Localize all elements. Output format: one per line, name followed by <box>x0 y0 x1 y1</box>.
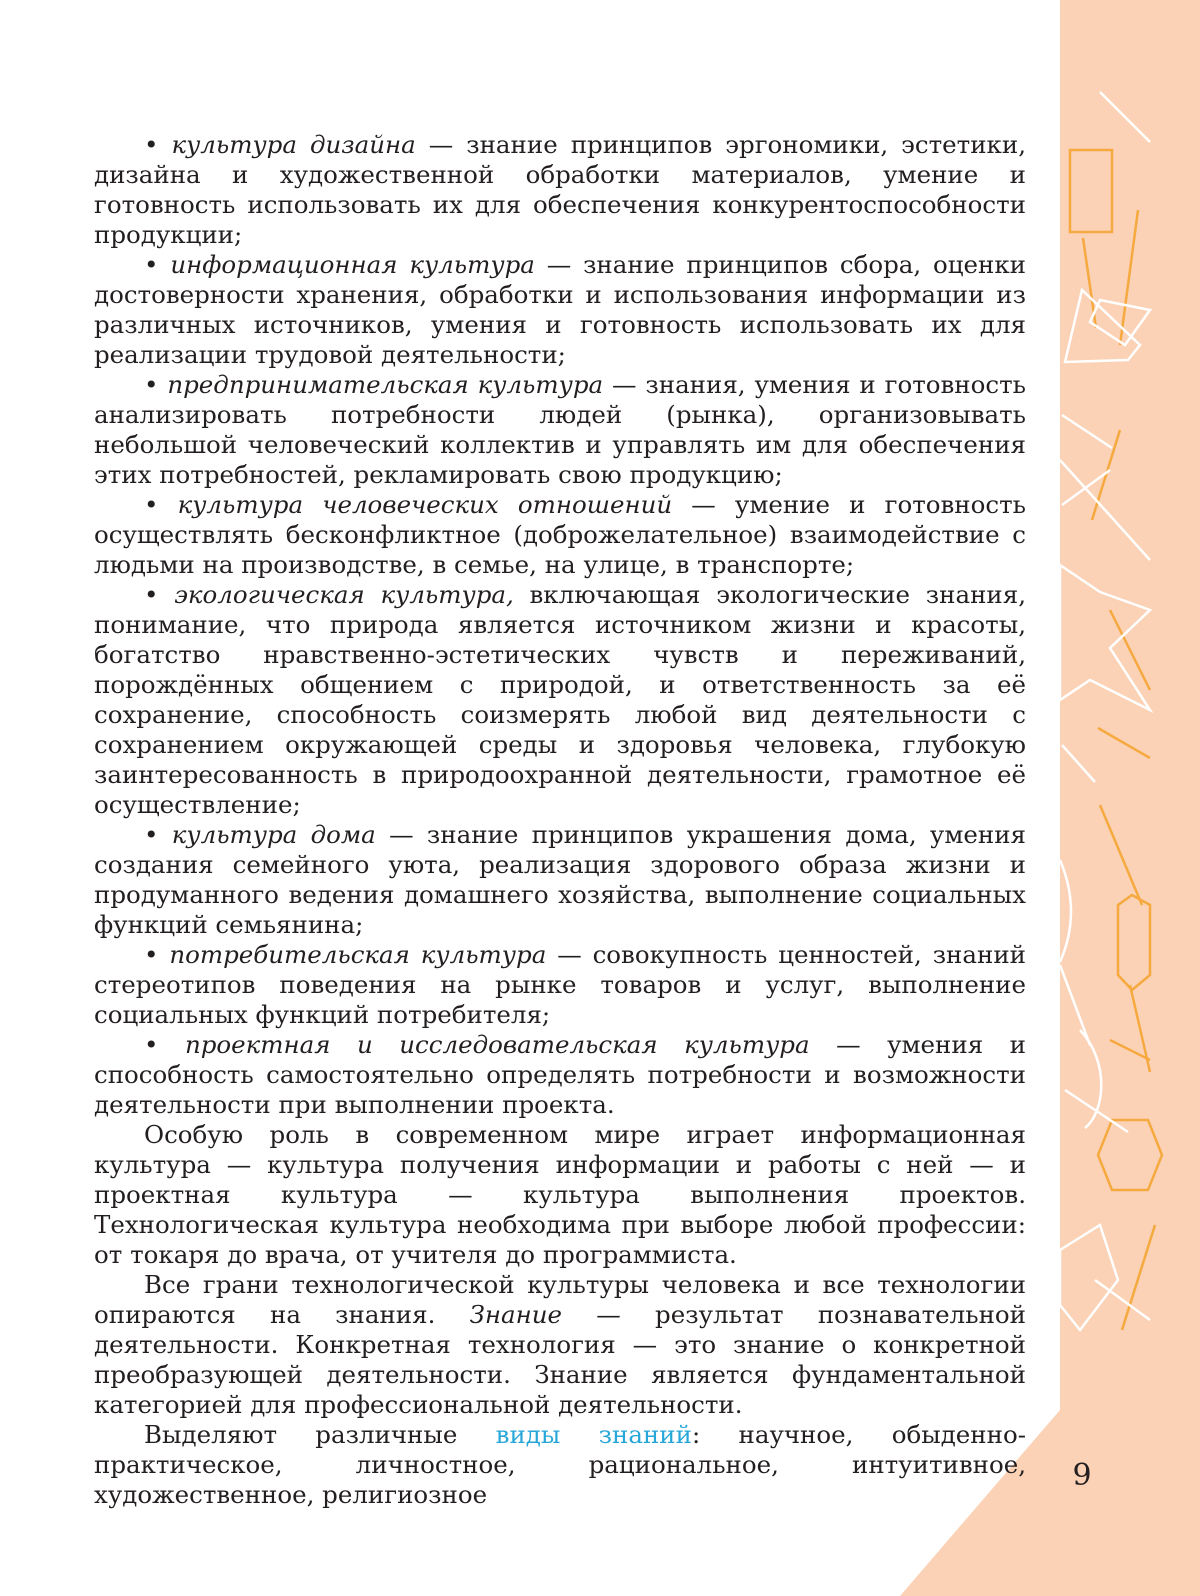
bullet-term: проектная и исследовательская культура <box>184 1030 810 1059</box>
paragraph-text: : научное, обыденно-практическое, личностное, рациональное, интуитивное, художественное, религиозное <box>94 1420 1026 1509</box>
bullet-item: • проектная и исследовательская культура — умения и способность самостоятельно определять потребности и возможности деятельности при выполнении проекта. <box>94 1030 1026 1119</box>
bullet-term: предпринимательская культура <box>167 370 604 399</box>
bullet-item: • культура дома — знание принципов украшения дома, умения создания семейного уюта, реализация здорового образа жизни и продуманного ведения домашнего хозяйства, выполнение социальных функций семьянина; <box>94 820 1026 939</box>
bullet-term: информационная культура <box>170 250 535 279</box>
paragraph-information-culture: Особую роль в современном мире играет информационная культура — культура получения информации и работы с ней — и проектная культура — культура выполнения проектов. Технологическая культура необходима при выборе любой профессии: от токаря до врача, от учителя до программиста. <box>94 1120 1026 1269</box>
bullet-text: — умение и готовность осуществлять бесконфликтное (доброжелательное) взаимодействие с людьми на производстве, в семье, на улице, в транспорте; <box>94 490 1026 579</box>
bullet-text: — знание принципов украшения дома, умения создания семейного уюта, реализация здорового образа жизни и продуманного ведения домашнего хозяйства, выполнение социальных функций семьянина; <box>94 820 1026 939</box>
paragraph-text: — результат познавательной деятельности. Конкретная технология — это знание о конкретной преобразующей деятельности. Знание является фундаментальной категорией для профессиональной деятельности. <box>94 1300 1026 1419</box>
bullet-term: экологическая культура, <box>174 580 514 609</box>
body-text <box>94 130 1026 1510</box>
page-number: 9 <box>1072 1458 1092 1493</box>
bullet-term: культура человеческих отношений <box>177 490 673 519</box>
bullet-item: • предпринимательская культура — знания, умения и готовность анализировать потребности людей (рынка), организовывать небольшой человеческий коллектив и управлять им для обеспечения этих потребностей, рекламировать свою продукцию; <box>94 370 1026 489</box>
bullet-text: — знание принципов эргономики, эстетики, дизайна и художественной обработки материалов, умение и готовность использовать их для обеспечения конкурентоспособности продукции; <box>94 130 1026 249</box>
bullet-text: — совокупность ценностей, знаний стереотипов поведения на рынке товаров и услуг, выполнение социальных функций потребителя; <box>94 940 1026 1029</box>
bullet-text: — знания, умения и готовность анализировать потребности людей (рынка), организовывать небольшой человеческий коллектив и управлять им для обеспечения этих потребностей, рекламировать свою продукцию; <box>94 370 1026 489</box>
bullet-item: • культура человеческих отношений — умение и готовность осуществлять бесконфликтное (доброжелательное) взаимодействие с людьми на производстве, в семье, на улице, в транспорте; <box>94 490 1026 579</box>
knowledge-term: Знание <box>469 1300 563 1329</box>
bullet-item: • культура дизайна — знание принципов эргономики, эстетики, дизайна и художественной обработки материалов, умение и готовность использовать их для обеспечения конкурентоспособности продукции; <box>94 130 1026 249</box>
paragraph-kinds-of-knowledge <box>94 1420 1026 1510</box>
paragraph-text: Все грани технологической культуры человека и все технологии опираются на знания. <box>94 1270 1026 1329</box>
bullet-item: • потребительская культура — совокупность ценностей, знаний стереотипов поведения на рынке товаров и услуг, выполнение социальных функций потребителя; <box>94 940 1026 1029</box>
bullet-item: • экологическая культура, включающая экологические знания, понимание, что природа является источником жизни и красоты, богатство нравственно-эстетических чувств и переживаний, порождённых общением с природой, и ответственность за её сохранение, способность соизмерять любой вид деятельности с сохранением окружающей среды и здоровья человека, глубокую заинтересованность в природоохранной деятельности, грамотное её осуществление; <box>94 580 1026 819</box>
bullet-term: культура дома <box>171 820 376 849</box>
bullet-text: — умения и способность самостоятельно определять потребности и возможности деятельности при выполнении проекта. <box>94 1030 1026 1119</box>
paragraph-knowledge <box>94 1270 1026 1420</box>
paragraph-text: Выделяют различные <box>144 1420 496 1449</box>
bullet-item: • информационная культура — знание принципов сбора, оценки достоверности хранения, обработки и использования информации из различных источников, умения и готовность использовать их для реализации трудовой деятельности; <box>94 250 1026 369</box>
bullet-term: культура дизайна <box>171 130 416 159</box>
bullet-text: включающая экологические знания, понимание, что природа является источником жизни и красоты, богатство нравственно-эстетических чувств и переживаний, порождённых общением с природой, и ответственность за её сохранение, способность соизмерять любой вид деятельности с сохранением окружающей среды и здоровья человека, глубокую заинтересованность в природоохранной деятельности, грамотное её осуществление; <box>94 580 1026 819</box>
kinds-of-knowledge-link[interactable]: виды знаний <box>495 1420 692 1449</box>
bullet-text: — знание принципов сбора, оценки достоверности хранения, обработки и использования информации из различных источников, умения и готовность использовать их для реализации трудовой деятельности; <box>94 250 1026 369</box>
bullet-term: потребительская культура <box>169 940 547 969</box>
